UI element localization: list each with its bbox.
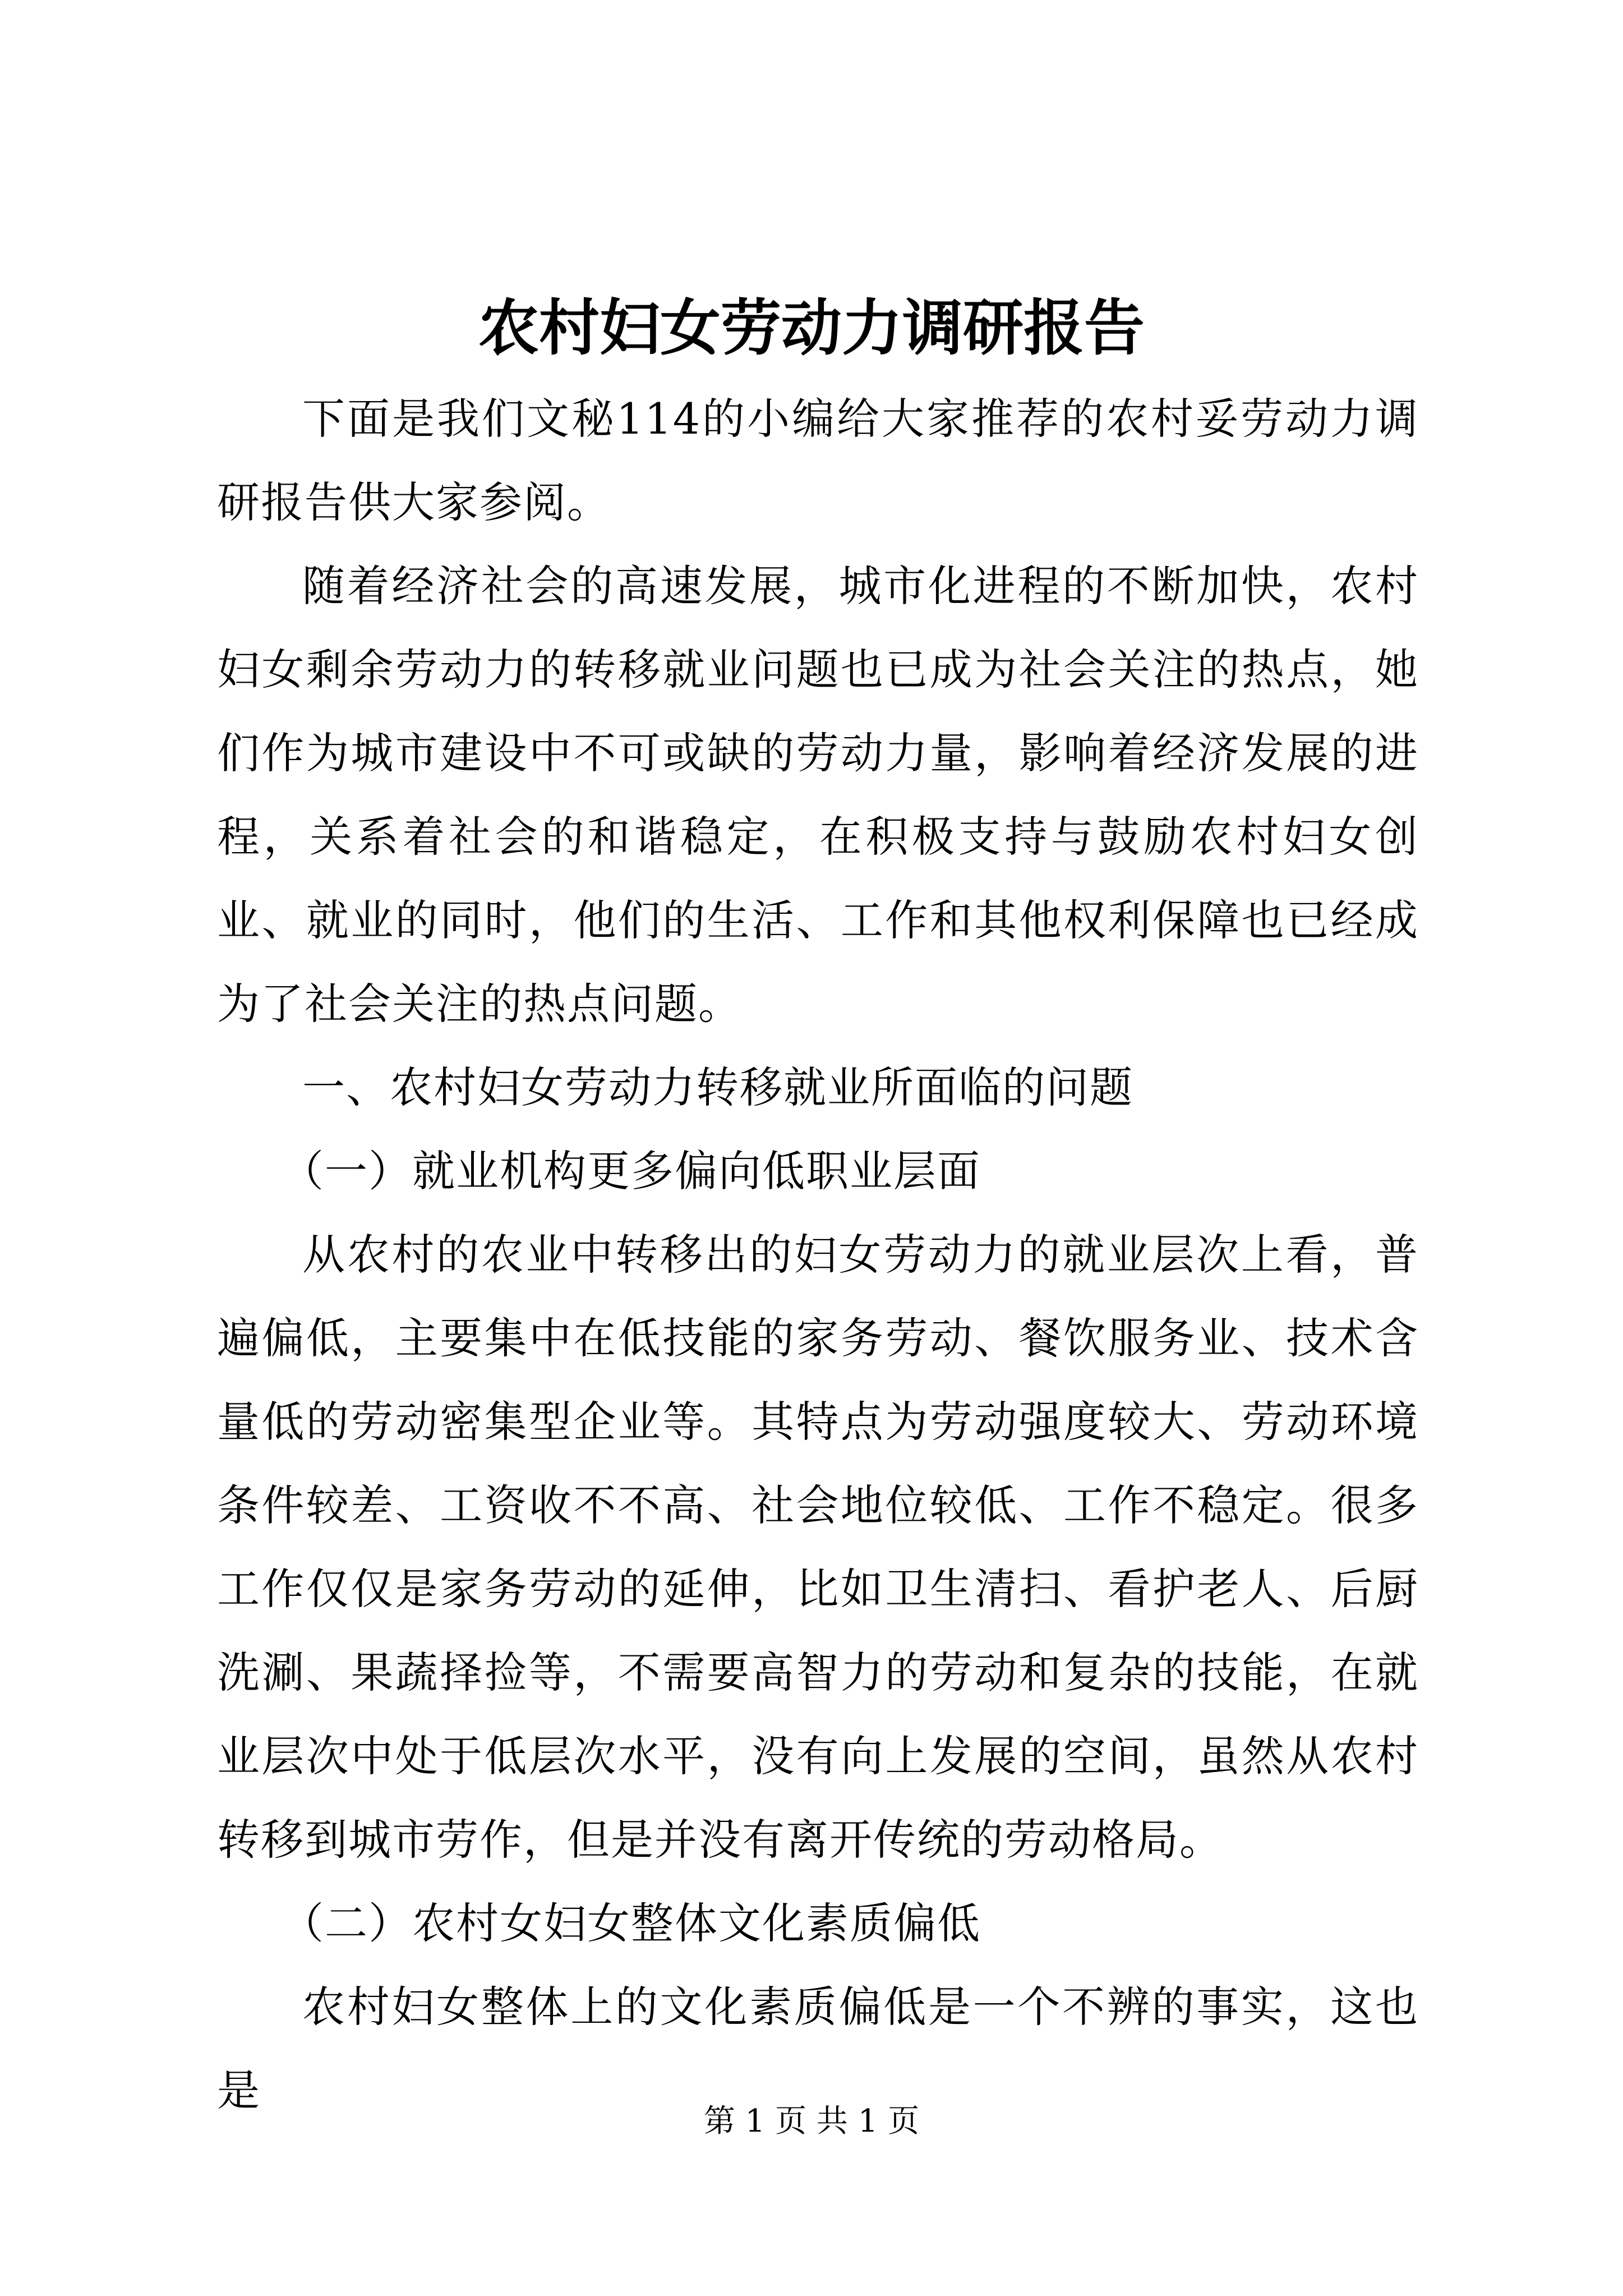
education-paragraph: 农村妇女整体上的文化素质偏低是一个不辨的事实，这也是	[217, 1982, 1419, 2115]
subsection-heading-2: （二）农村女妇女整体文化素质偏低	[281, 1898, 981, 1948]
document-body	[217, 377, 1419, 2132]
section-heading-1: 一、农村妇女劳动力转移就业所面临的问题	[302, 1062, 1133, 1112]
page-title: 农村妇女劳动力调研报告	[478, 293, 1145, 364]
employment-level-paragraph: 从农村的农业中转移出的妇女劳动力的就业层次上看，普遍偏低，主要集中在低技能的家务劳动、餐饮服务业、技术含量低的劳动密集型企业等。其特点为劳动强度较大、劳动环境条件较差、工资收不不高、社会地位较低、工作不稳定。很多工作仅仅是家务劳动的延伸，比如卫生清扫、看护老人、后厨洗涮、果蔬择捡等，不需要高智力的劳动和复杂的技能，在就业层次中处于低层次水平，没有向上发展的空间，虽然从农村转移到城市劳作，但是并没有离开传统的劳动格局。	[217, 1230, 1419, 1865]
page-footer: 第 1 页 共 1 页	[703, 2103, 920, 2139]
intro-paragraph: 下面是我们文秘114的小编给大家推荐的农村妥劳动力调研报告供大家参阅。	[217, 394, 1419, 527]
background-paragraph: 随着经济社会的高速发展，城市化进程的不断加快，农村妇女剩余劳动力的转移就业问题也已成为社会关注的热点，她们作为城市建设中不可或缺的劳动力量，影响着经济发展的进程，关系着社会的和谐稳定，在积极支持与鼓励农村妇女创业、就业的同时，他们的生活、工作和其他权利保障也已经成为了社会关注的热点问题。	[217, 561, 1419, 1029]
subsection-heading-1: （一）就业机构更多偏向低职业层面	[281, 1146, 981, 1196]
